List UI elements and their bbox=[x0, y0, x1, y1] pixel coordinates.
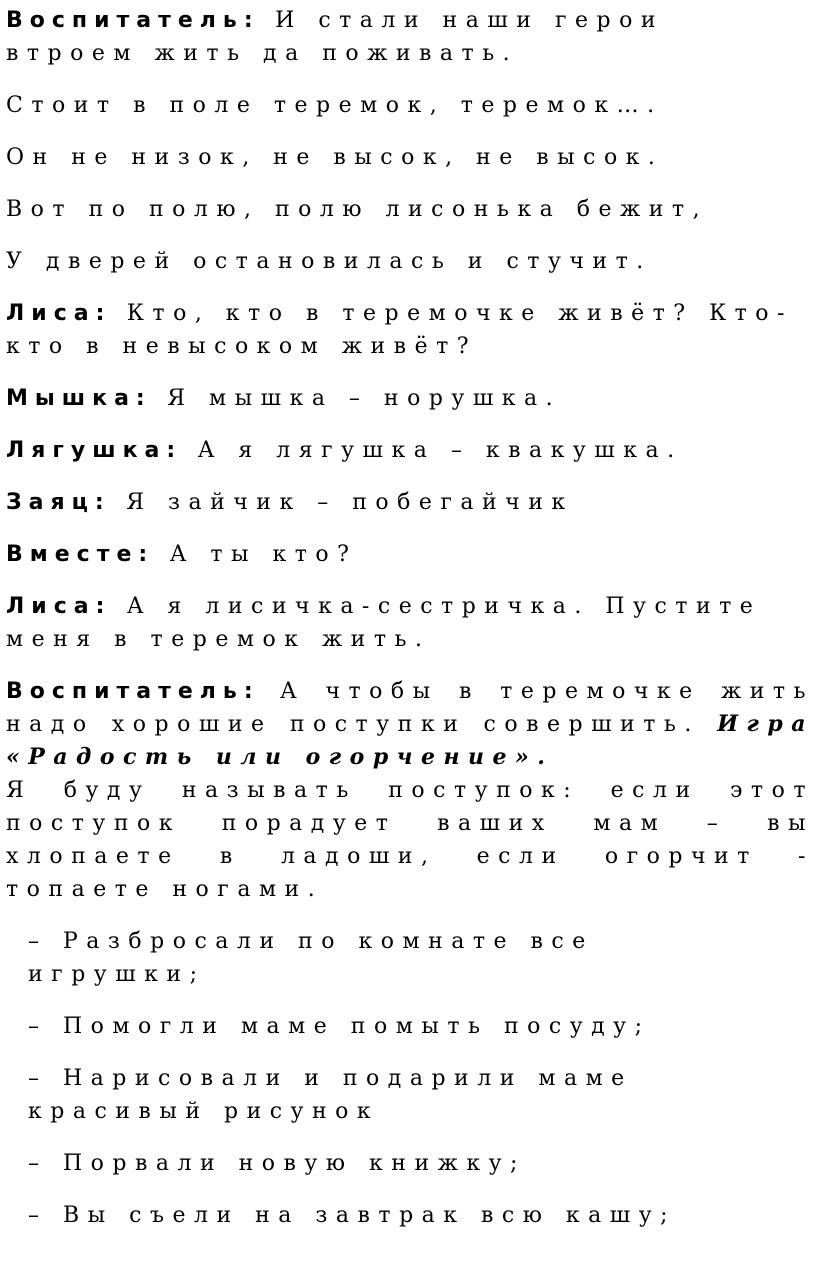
line-text: Я мышка – норушка. bbox=[167, 386, 562, 411]
paragraph-fox-1 bbox=[6, 297, 814, 363]
paragraph-instructions: Я буду называть поступок: если этот поступок порадует ваших мам – вы хлопаете в ладоши, если огорчит - топаете ногами. bbox=[6, 778, 814, 902]
speaker-label: Воспитатель: bbox=[6, 679, 260, 704]
paragraph-mouse bbox=[6, 382, 814, 415]
speaker-label: Лиса: bbox=[6, 301, 112, 326]
line-text: И стали наши герои втроем жить да поживать. bbox=[6, 8, 664, 66]
line-text: А я лягушка – квакушка. bbox=[197, 438, 683, 463]
paragraph-fox-2 bbox=[6, 590, 814, 656]
line-text: А чтобы в теремочке жить надо хорошие поступки совершить. bbox=[6, 679, 815, 737]
list-item: – Порвали новую книжку; bbox=[28, 1151, 526, 1176]
speaker-label: Воспитатель: bbox=[6, 8, 260, 33]
speaker-label: Лягушка: bbox=[6, 438, 183, 463]
verse-line-3: Вот по полю, полю лисонька бежит, bbox=[6, 197, 709, 222]
paragraph-hare bbox=[6, 486, 814, 519]
line-text: Кто, кто в теремочке живёт? Кто-кто в невысоком живёт? bbox=[6, 301, 793, 359]
list-item: – Нарисовали и подарили маме красивый рисунок bbox=[28, 1066, 633, 1124]
list-item: – Помогли маме помыть посуду; bbox=[28, 1014, 651, 1039]
paragraph-educator-2 bbox=[6, 675, 814, 774]
speaker-label: Мышка: bbox=[6, 386, 152, 411]
verse-line-4: У дверей остановилась и стучит. bbox=[6, 249, 652, 274]
list-item: – Разбросали по комнате все игрушки; bbox=[28, 929, 594, 987]
verse-line-1: Стоит в поле теремок, теремок…. bbox=[6, 93, 663, 118]
line-text: А я лисичка-сестричка. Пустите меня в теремок жить. bbox=[6, 594, 762, 652]
paragraph-frog bbox=[6, 434, 814, 467]
speaker-label: Лиса: bbox=[6, 594, 112, 619]
list-item: – Вы съели на завтрак всю кашу; bbox=[28, 1203, 677, 1228]
document-page bbox=[6, 0, 814, 1251]
paragraph-educator-1 bbox=[6, 4, 726, 70]
line-text: А ты кто? bbox=[169, 542, 358, 567]
game-title: Игра «Радость или огорчение». bbox=[6, 711, 815, 770]
line-text: Я зайчик – побегайчик bbox=[126, 490, 574, 515]
speaker-label: Заяц: bbox=[6, 490, 111, 515]
verse-line-2: Он не низок, не высок, не высок. bbox=[6, 145, 664, 170]
paragraph-together bbox=[6, 538, 814, 571]
speaker-label: Вместе: bbox=[6, 542, 155, 567]
